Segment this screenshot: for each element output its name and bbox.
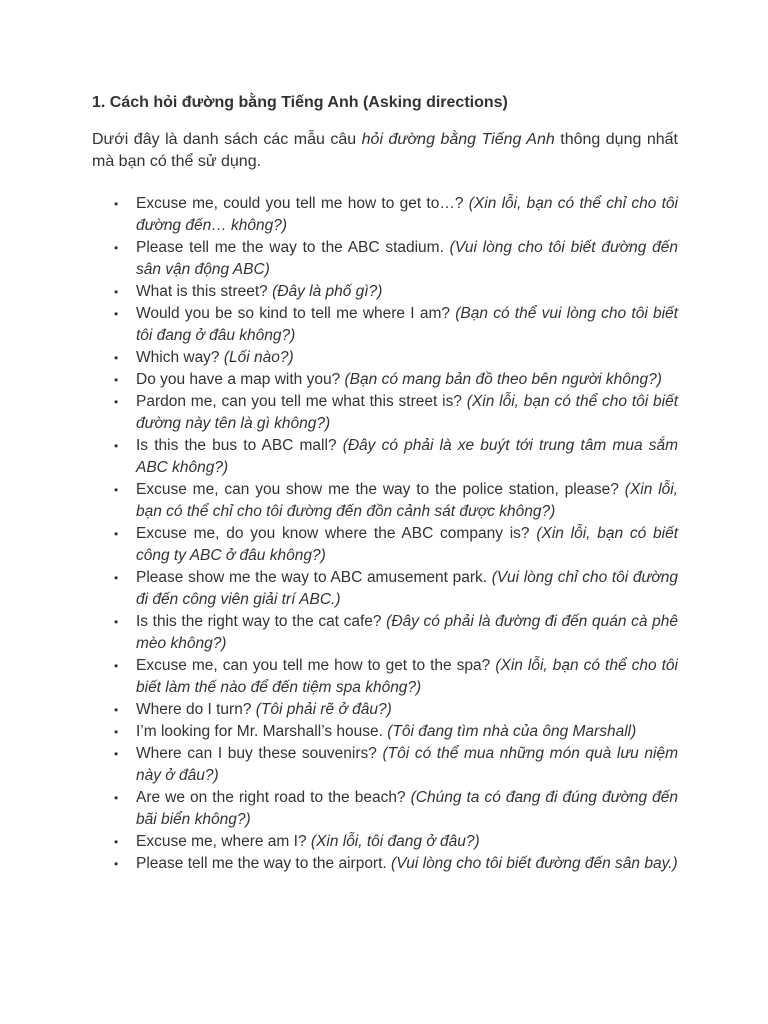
vietnamese-translation: (Xin lỗi, tôi đang ở đâu?) [310,833,480,850]
list-item [114,369,678,391]
vietnamese-translation: (Bạn có mang bản đồ theo bên người không?) [344,371,662,388]
english-phrase: Excuse me, can you tell me how to get to the spa? [136,657,496,674]
vietnamese-translation: (Vui lòng cho tôi biết đường đến sân vận động ABC) [136,239,678,278]
list-item [114,655,678,699]
vietnamese-translation: (Đây là phố gì?) [272,283,383,300]
list-item [114,193,678,237]
list-item [114,567,678,611]
bullet-icon: • [114,747,119,761]
bullet-icon: • [114,857,119,871]
vietnamese-translation: (Vui lòng chỉ cho tôi đường đi đến công viên giải trí ABC.) [136,569,678,608]
vietnamese-translation: (Xin lỗi, bạn có biết công ty ABC ở đâu không?) [136,525,679,564]
vietnamese-translation: (Chúng ta có đang đi đúng đường đến bãi biển không?) [136,789,678,828]
english-phrase: What is this street? [136,283,273,300]
english-phrase: Excuse me, can you show me the way to the police station, please? [136,481,625,498]
english-phrase: Please tell me the way to the airport. [136,855,392,872]
english-phrase: Where do I turn? [136,701,256,718]
bullet-icon: • [114,725,119,739]
intro-text-before: Dưới đây là danh sách các mẫu câu [92,131,362,148]
bullet-icon: • [114,307,119,321]
list-item [114,391,678,435]
list-item [114,611,678,655]
list-item [114,853,678,875]
vietnamese-translation: (Bạn có thể vui lòng cho tôi biết tôi đang ở đâu không?) [136,305,678,344]
english-phrase: Are we on the right road to the beach? [136,789,411,806]
bullet-icon: • [114,571,119,585]
list-item [114,303,678,347]
vietnamese-translation: (Đây có phải là xe buýt tới trung tâm mua sắm ABC không?) [136,437,678,476]
english-phrase: Excuse me, do you know where the ABC company is? [136,525,537,542]
vietnamese-translation: (Lối nào?) [223,349,294,366]
bullet-icon: • [114,527,119,541]
intro-emphasis: hỏi đường bằng Tiếng Anh [361,131,555,148]
phrase-list [92,193,678,875]
vietnamese-translation: (Xin lỗi, bạn có thể chỉ cho tôi đường đến… không?) [136,195,678,234]
vietnamese-translation: (Xin lỗi, bạn có thể chỉ cho tôi đường đến đồn cảnh sát được không?) [136,481,679,520]
list-item [114,435,678,479]
list-item [114,787,678,831]
bullet-icon: • [114,439,119,453]
intro-text-after: thông dụng nhất mà bạn có thể sử dụng. [92,131,679,170]
english-phrase: Pardon me, can you tell me what this street is? [136,393,467,410]
english-phrase: Do you have a map with you? [136,371,345,388]
english-phrase: Where can I buy these souvenirs? [136,745,383,762]
vietnamese-translation: (Tôi phải rẽ ở đâu?) [255,701,392,718]
english-phrase: Is this the bus to ABC mall? [136,437,343,454]
bullet-icon: • [114,351,119,365]
bullet-icon: • [114,835,119,849]
bullet-icon: • [114,659,119,673]
bullet-icon: • [114,373,119,387]
list-item [114,831,678,853]
list-item [114,743,678,787]
bullet-icon: • [114,615,119,629]
vietnamese-translation: (Tôi có thể mua những món quà lưu niệm này ở đâu?) [136,745,678,784]
bullet-icon: • [114,791,119,805]
list-item [114,281,678,303]
vietnamese-translation: (Tôi đang tìm nhà của ông Marshall) [387,723,637,740]
english-phrase: Excuse me, could you tell me how to get to…? [136,195,469,212]
section-heading: 1. Cách hỏi đường bằng Tiếng Anh (Asking directions) [92,94,508,111]
intro-paragraph [92,129,678,173]
vietnamese-translation: (Vui lòng cho tôi biết đường đến sân bay.) [391,855,678,872]
vietnamese-translation: (Xin lỗi, bạn có thể cho tôi biết làm thế nào để đến tiệm spa không?) [136,657,678,696]
list-item [114,721,678,743]
english-phrase: Which way? [136,349,224,366]
english-phrase: Excuse me, where am I? [136,833,311,850]
list-item [114,479,679,523]
bullet-icon: • [114,241,119,255]
list-item [114,699,678,721]
bullet-icon: • [114,395,119,409]
list-item [114,523,679,567]
bullet-icon: • [114,703,119,717]
list-item [114,347,678,369]
bullet-icon: • [114,285,119,299]
english-phrase: Is this the right way to the cat cafe? [136,613,387,630]
vietnamese-translation: (Đây có phải là đường đi đến quán cà phê mèo không?) [136,613,678,652]
english-phrase: Please tell me the way to the ABC stadium. [136,239,450,256]
english-phrase: Please show me the way to ABC amusement park. [136,569,492,586]
english-phrase: I’m looking for Mr. Marshall’s house. [136,723,388,740]
bullet-icon: • [114,483,119,497]
vietnamese-translation: (Xin lỗi, bạn có thể cho tôi biết đường này tên là gì không?) [136,393,678,432]
bullet-icon: • [114,197,119,211]
english-phrase: Would you be so kind to tell me where I am? [136,305,456,322]
list-item [114,237,678,281]
